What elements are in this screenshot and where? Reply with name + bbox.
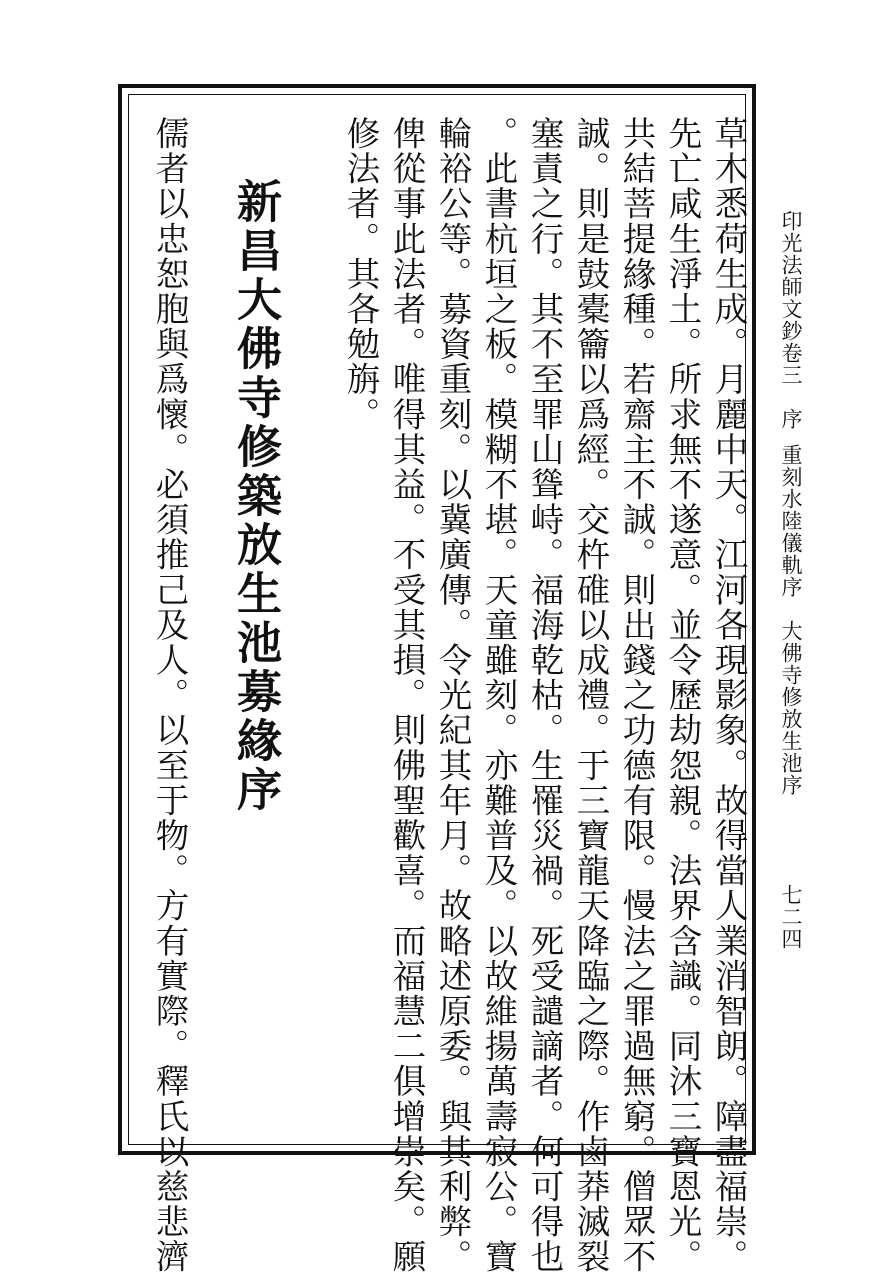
- text-column-5: 塞責之行。其不至罪山聳峙。福海乾枯。生罹災禍。死受譴謫者。何可得也: [525, 116, 564, 1274]
- text-column-8: 俾從事此法者。唯得其益。不受其損。則佛聖歡喜。而福慧二俱增崇矣。願: [387, 116, 426, 1274]
- section-title: 新昌大佛寺修築放生池募緣序: [229, 178, 282, 815]
- text-column-9: 修法者。其各勉旃。: [341, 116, 380, 432]
- running-header-book: 印光法師文鈔卷三 序: [779, 210, 803, 430]
- text-column-7: 輪裕公等。募資重刻。以冀廣傳。令光紀其年月。故略述原委。與其利弊。: [433, 116, 472, 1274]
- text-column-1: 草木悉荷生成。月麗中天。江河各現影象。故得當人業消智朗。障盡福崇。: [709, 116, 748, 1274]
- text-column-6: 。此書杭垣之板。模糊不堪。天童雖刻。亦難普及。以故維揚萬壽寂公。寶: [479, 116, 518, 1274]
- page-number: 七二四: [779, 884, 803, 950]
- running-header-sections: 重刻水陸儀軌序 大佛寺修放生池序: [779, 444, 803, 796]
- section-text-column-1: 儒者以忠恕胞與爲懷。必須推己及人。以至于物。方有實際。釋氏以慈悲濟: [150, 116, 189, 1274]
- text-column-3: 共結菩提緣種。若齋主不誠。則出錢之功德有限。慢法之罪過無窮。僧眾不: [617, 116, 656, 1274]
- text-column-4: 誠。則是鼓橐籥以爲經。交杵碓以成禮。于三寶龍天降臨之際。作鹵莽滅裂: [571, 116, 610, 1274]
- text-column-2: 先亡咸生淨土。所求無不遂意。並令歷劫怨親。法界含識。同沐三寶恩光。: [663, 116, 702, 1274]
